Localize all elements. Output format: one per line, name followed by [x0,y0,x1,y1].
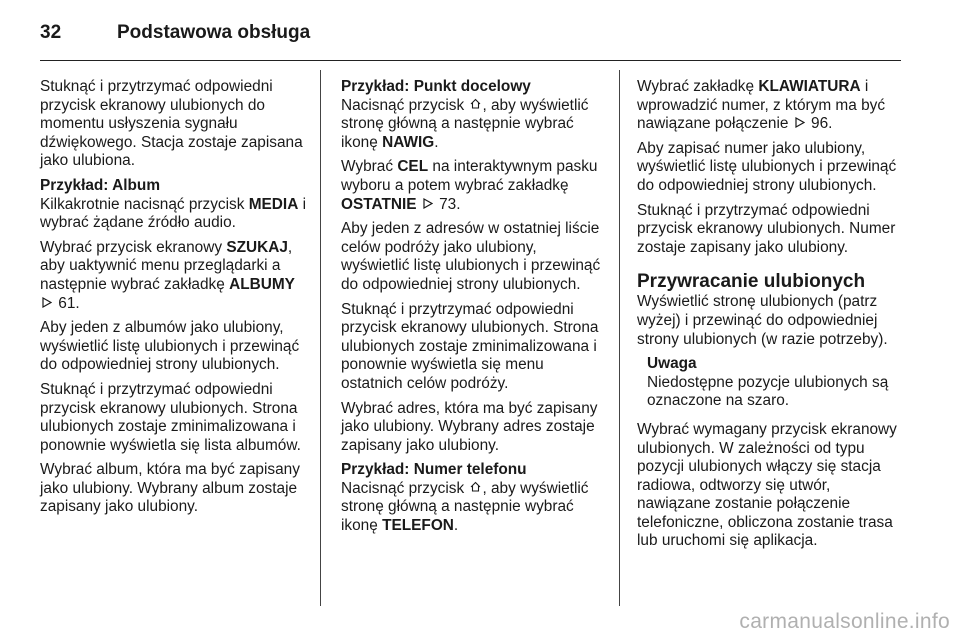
section-heading-destination: Przykład: Punkt docelowy [341,78,531,95]
page-header [40,16,920,52]
column-divider [619,70,620,606]
paragraph: Stuknąć i przytrzymać odpowiedni przycisk ekranowy ulubionych. Strona ulubionych zostaje zminimalizowana i ponownie wyświetla się lista albumów. [40,380,301,454]
paragraph: Stuknąć i przytrzymać odpowiedni przycisk ekranowy ulubionych. Numer zostaje zapisany jako ulubiony. [637,201,896,256]
page-reference: 96. [811,115,833,133]
paragraph: Stuknąć i przytrzymać odpowiedni przycisk ekranowy ulubionych. Strona ulubionych zostaje zminimalizowana i ponownie wyświetla się menu ostatnich celów podróży. [341,300,599,392]
paragraph: Wybrać wymagany przycisk ekranowy ulubionych. W zależności od typu pozycji ulubionych włączy się stacja radiowa, odtworzy się utwór, nawiązane zostanie połączenie telefoniczne, obliczona zostanie trasa lub uruchomi się aplikacja. [637,420,897,550]
paragraph [341,158,604,214]
paragraph: Aby jeden z adresów w ostatniej liście celów podróży jako ulubiony, wyświetlić listę ulubionych i przewinąć do odpowiedniej strony ulubionych. [341,220,601,293]
reference-arrow-icon [421,196,435,215]
paragraph: Wybrać adres, która ma być zapisany jako ulubiony. Wybrany adres zostaje zapisany jako ulubiony. [341,399,598,454]
paragraph: Aby jeden z albumów jako ulubiony, wyświetlić listę ulubionych i przewinąć do odpowiedniej strony ulubionych. [40,319,300,374]
reference-arrow-icon [40,295,54,314]
paragraph: Nacisnąć przycisk , aby wyświetlić stronę główną a następnie wybrać ikonę NAWIG. [341,96,589,151]
text: , aby uaktywnić menu przeglądarki a następnie wybrać zakładkę [40,238,293,293]
note-text: Niedostępne pozycje ulubionych są oznaczone na szaro. [647,373,889,410]
reference-arrow-icon [793,115,807,134]
section-heading-restore: Przywracanie ulubionych [637,271,866,293]
paragraph: Wybrać album, która ma być zapisany jako ulubiony. Wybrany album zostaje zapisany jako ulubiony. [40,461,300,516]
note-title: Uwaga [647,355,697,373]
text: , aby wyświetlić stronę główną a następnie wybrać ikonę [341,479,589,535]
paragraph: Nacisnąć przycisk , aby wyświetlić stronę główną a następnie wybrać ikonę TELEFON. [341,479,589,535]
paragraph: Wyświetlić stronę ulubionych (patrz wyżej) i przewinąć do odpowiedniej strony ulubionych (w razie potrzeby). [637,293,888,348]
column-1 [40,78,308,523]
keyword-ostatnie: OSTATNIE [341,195,417,213]
paragraph: Stuknąć i przytrzymać odpowiedni przycisk ekranowy ulubionych do momentu usłyszenia sygnału dźwiękowego. Stacja zostaje zapisana jako ulubiona. [40,78,303,170]
page-number: 32 [40,22,62,43]
paragraph [40,239,308,313]
paragraph [637,78,907,134]
keyword-nawig: NAWIG [382,133,435,151]
text: i wybrać żądane źródło audio. [40,195,307,232]
section-heading-album: Przykład: Album [40,176,161,194]
column-2 [341,78,604,542]
text: Nacisnąć przycisk [341,96,469,114]
text: na interaktywnym pasku wyboru a potem wybrać zakładkę [341,158,598,194]
keyword-klawiatura: KLAWIATURA [758,78,861,95]
column-divider [320,70,321,606]
watermark: carmanualsonline.info [739,610,950,633]
header-rule [40,60,901,61]
home-icon [468,480,482,499]
note-box [637,355,907,411]
text: i wprowadzić numer, z którym ma być nawiązane połączenie [637,78,886,133]
section-heading-phone: Przykład: Numer telefonu [341,461,527,479]
page-title: Podstawowa obsługa [117,22,311,43]
text: Nacisnąć przycisk [341,479,469,497]
text: Wybrać przycisk ekranowy [40,238,227,256]
paragraph [40,196,308,233]
column-3 [637,78,907,557]
text: Wybrać zakładkę [637,78,759,95]
keyword-media: MEDIA [248,195,299,213]
keyword-szukaj: SZUKAJ [226,238,288,256]
keyword-cel: CEL [397,158,429,176]
paragraph: Aby zapisać numer jako ulubiony, wyświetlić listę ulubionych i przewinąć do odpowiedniej strony ulubionych. [637,139,897,194]
text: Kilkakrotnie nacisnąć przycisk [40,195,249,213]
keyword-albumy: ALBUMY [229,275,295,293]
page-reference: 61. [58,294,80,312]
home-icon [468,97,482,116]
text: , aby wyświetlić stronę główną a następnie wybrać ikonę [341,96,589,151]
text: Wybrać [341,158,398,176]
page-reference: 73. [439,195,461,213]
keyword-telefon: TELEFON [382,517,454,535]
